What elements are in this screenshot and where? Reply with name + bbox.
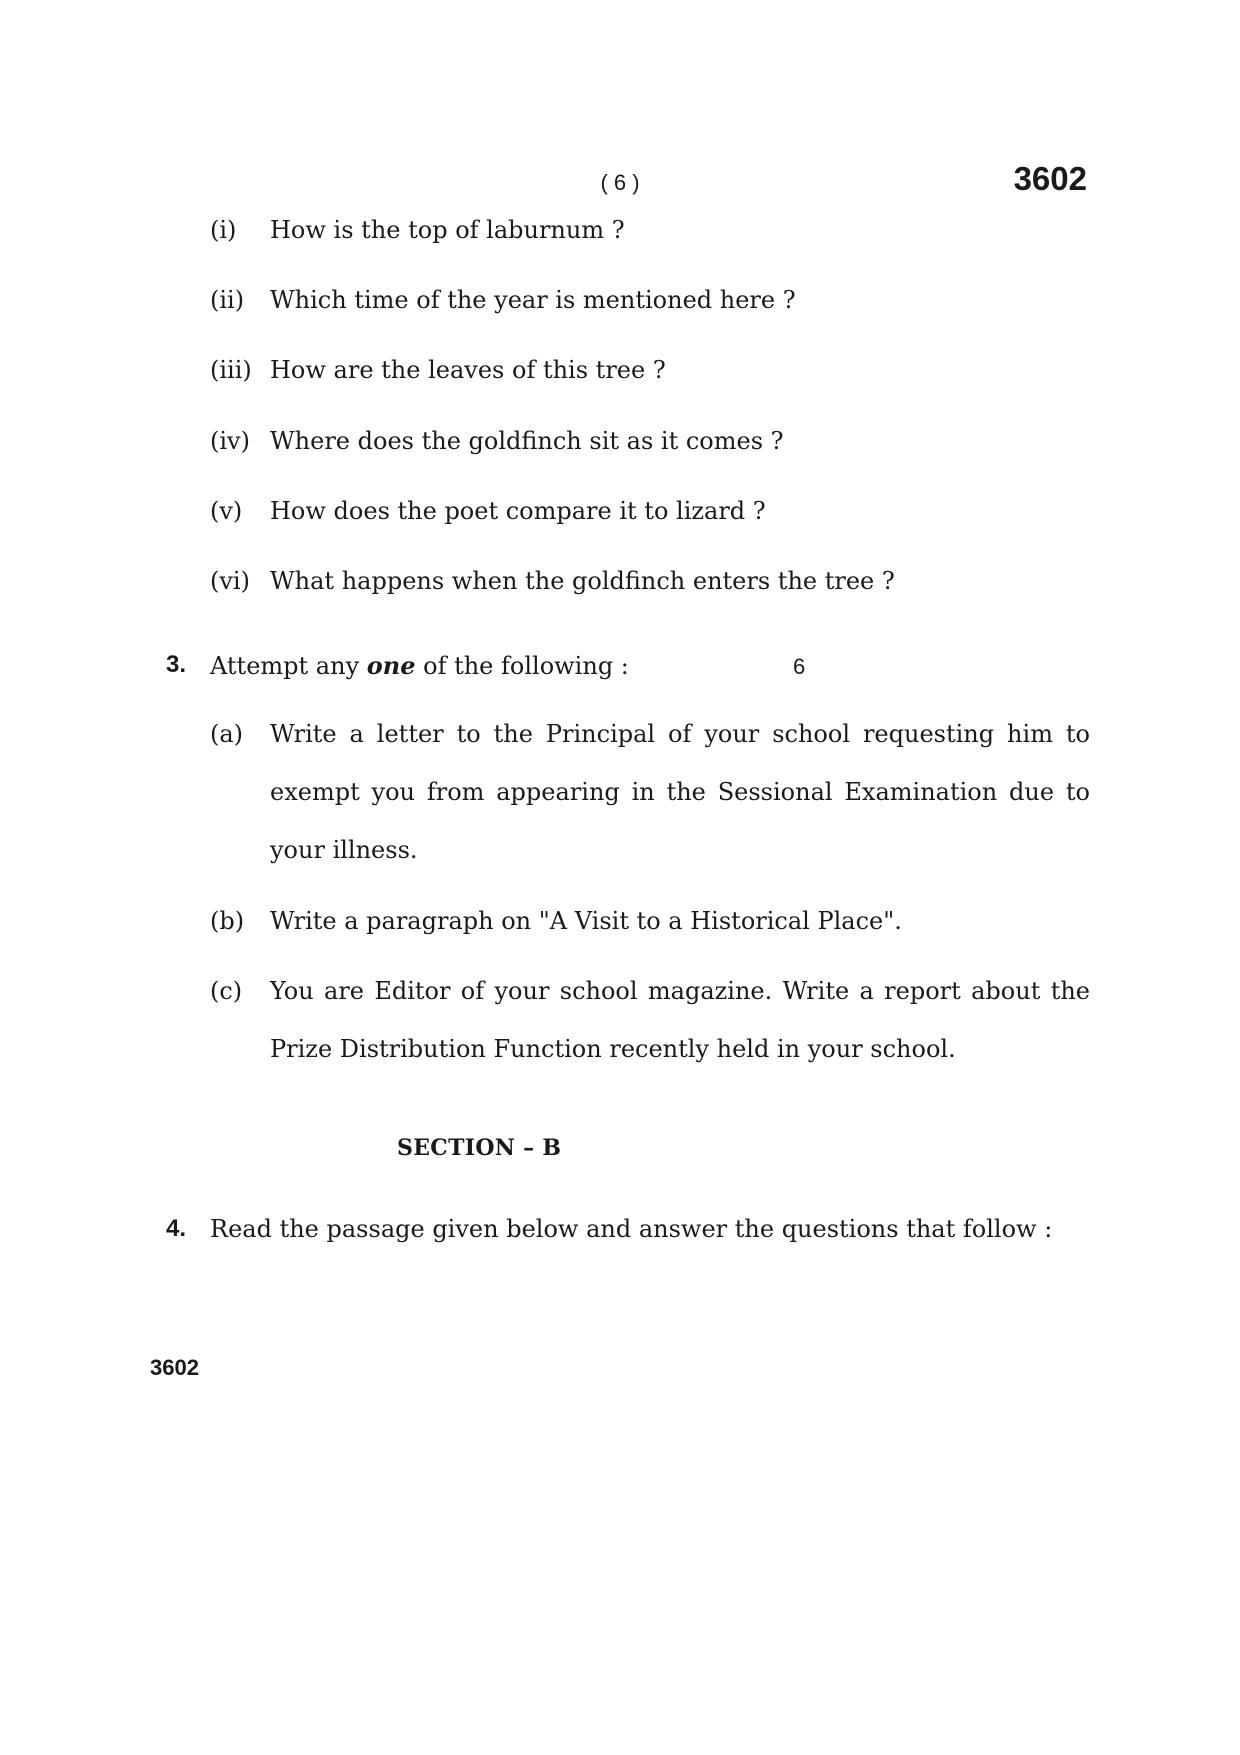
footer-paper-code: 3602 — [150, 1355, 199, 1380]
sub-question-label: (iv) — [210, 427, 250, 455]
question-text-lead: Attempt any — [210, 652, 367, 680]
option-text: Write a letter to the Principal of your school requesting him to exempt you from appearing in the Sessional Examination due to your illness. — [270, 720, 1090, 864]
option-label: (c) — [210, 977, 243, 1005]
sub-question-text: How are the leaves of this tree ? — [270, 356, 666, 384]
question-text-emphasis: one — [366, 651, 416, 680]
question-text: Read the passage given below and answer the questions that follow : — [210, 1215, 1053, 1243]
sub-question-text: Where does the goldfinch sit as it comes ? — [270, 427, 784, 455]
sub-question-text: Which time of the year is mentioned here ? — [270, 286, 796, 314]
marks-label: 6 — [793, 654, 806, 679]
question-text-tail: of the following : — [415, 652, 629, 680]
option-label: (a) — [210, 720, 244, 748]
sub-question-text: How is the top of laburnum ? — [270, 216, 625, 244]
sub-question-label: (vi) — [210, 567, 250, 595]
option-text: You are Editor of your school magazine. Write a report about the Prize Distribution Function recently held in your school. — [270, 977, 1090, 1063]
sub-question-label: (v) — [210, 497, 243, 525]
option-text: Write a paragraph on "A Visit to a Historical Place". — [270, 907, 902, 935]
sub-question-label: (iii) — [210, 356, 252, 384]
sub-question-text: How does the poet compare it to lizard ? — [270, 497, 766, 525]
question-number: 4. — [166, 1215, 187, 1242]
question-text — [210, 651, 629, 680]
paper-code: 3602 — [1013, 160, 1087, 197]
option-label: (b) — [210, 907, 245, 935]
sub-question-label: (i) — [210, 216, 237, 244]
question-number: 3. — [166, 651, 187, 678]
section-heading: SECTION – B — [397, 1135, 562, 1161]
sub-question-text: What happens when the goldfinch enters the tree ? — [270, 567, 895, 595]
page-number: ( 6 ) — [600, 170, 640, 195]
sub-question-label: (ii) — [210, 286, 245, 314]
